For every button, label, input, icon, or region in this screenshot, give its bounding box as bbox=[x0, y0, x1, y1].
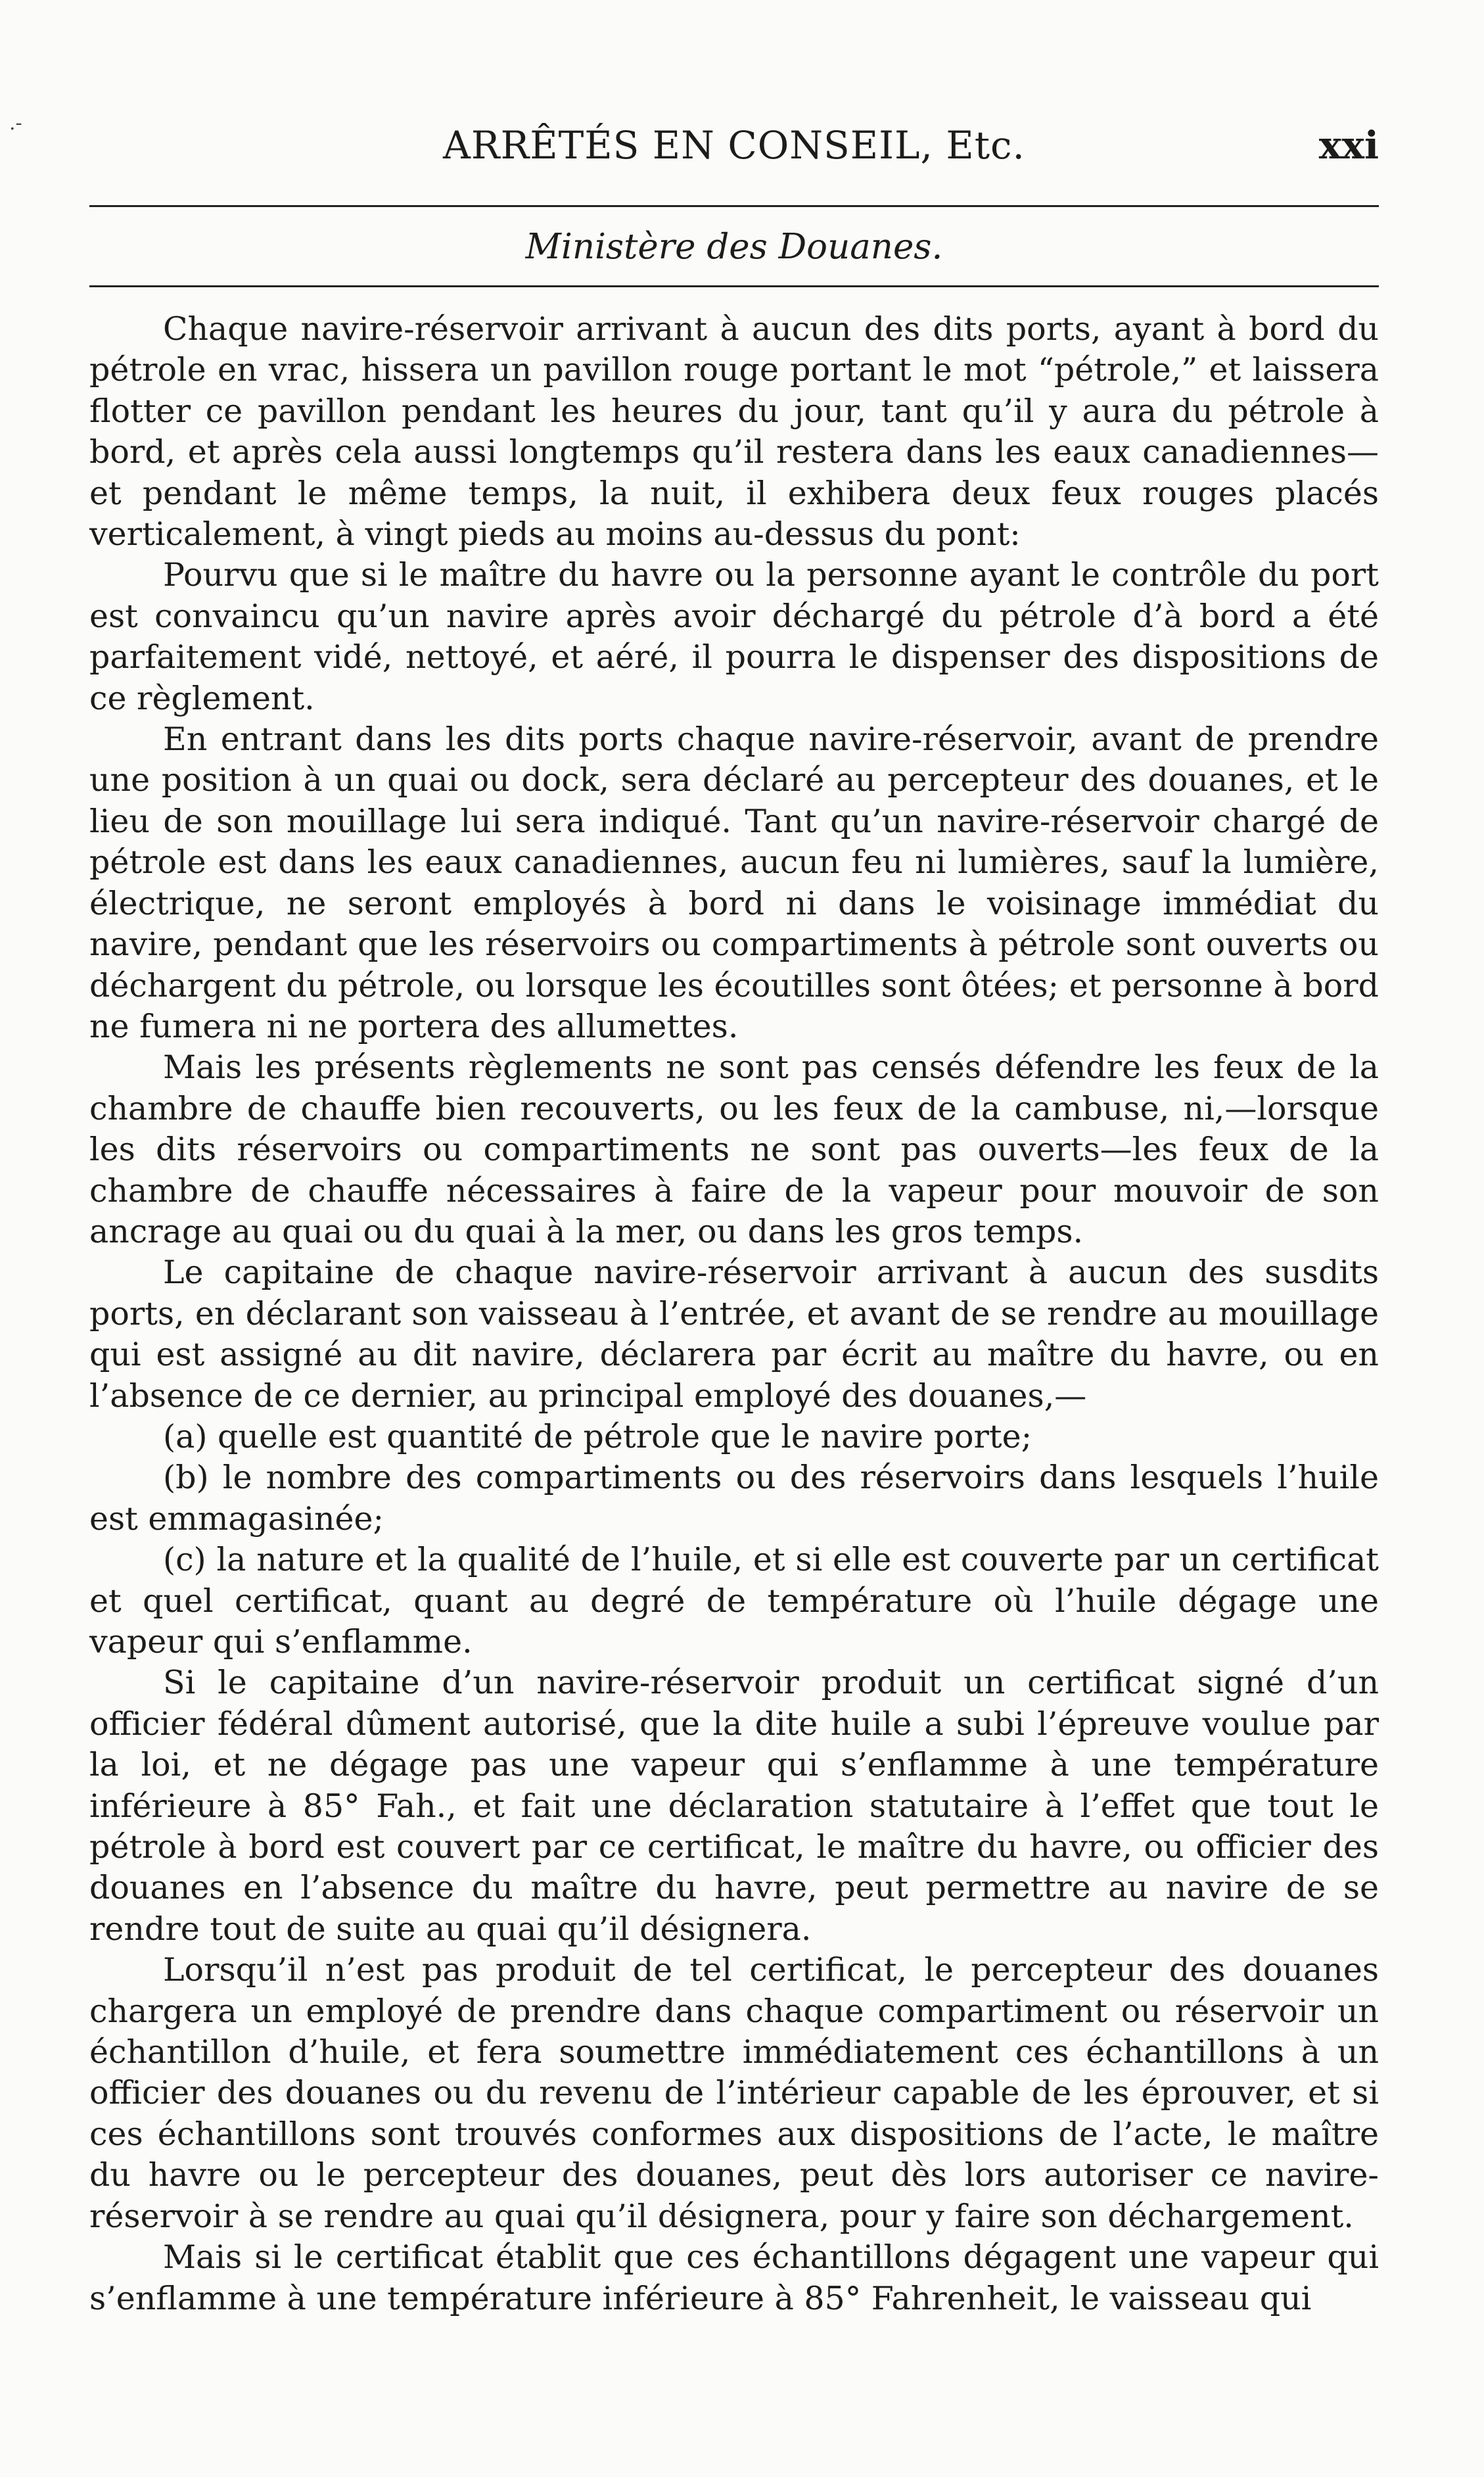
paragraph: Mais les présents règlements ne sont pas censés défendre les feux de la chambre de chauffe bien recouverts, ou les feux de la cambuse, ni,—lorsque les dits réservoirs ou compartiments ne sont pas ouverts—les feux de la chambre de chauffe nécessaires à faire de la vapeur pour mouvoir de son ancrage au quai ou du quai à la mer, ou dans les gros temps. bbox=[89, 1049, 1379, 1250]
body-text bbox=[89, 309, 1379, 2319]
list-item-c: (c) la nature et la qualité de l’huile, et si elle est couverte par un certificat et quel certificat, quant au degré de température où l’huile dégage une vapeur qui s’enflamme. bbox=[89, 1541, 1379, 1661]
paragraph: En entrant dans les dits ports chaque navire-réservoir, avant de prendre une position à un quai ou dock, sera déclaré au percepteur des douanes, et le lieu de son mouillage lui sera indiqué. Tant qu’un navire-réservoir chargé de pétrole est dans les eaux canadiennes, aucun feu ni lumières, sauf la lumière, électrique, ne seront employés à bord ni dans le voisinage immédiat du navire, pendant que les réservoirs ou compartiments à pétrole sont ouverts ou déchargent du pétrole, ou lorsque les écoutilles sont ôtées; et personne à bord ne fumera ni ne portera des allumettes. bbox=[89, 720, 1379, 1045]
header-rule-bottom bbox=[89, 285, 1379, 287]
page-header bbox=[89, 116, 1379, 175]
paragraph: Le capitaine de chaque navire-réservoir arrivant à aucun des susdits ports, en déclarant son vaisseau à l’entrée, et avant de se rendre au mouillage qui est assigné au dit navire, déclarera par écrit au maître du havre, ou en l’absence de ce dernier, au principal employé des douanes,— bbox=[89, 1254, 1379, 1415]
section-title: Ministère des Douanes. bbox=[525, 227, 943, 267]
margin-mark: .- bbox=[9, 112, 22, 135]
paragraph: Lorsqu’il n’est pas produit de tel certificat, le percepteur des douanes chargera un employé de prendre dans chaque compartiment ou réservoir un échantillon d’huile, et fera soumettre immédiatement ces échantillons à un officier des douanes ou du revenu de l’intérieur capable de les éprouver, et si ces échantillons sont trouvés conformes aux dispositions de l’acte, le maître du havre ou le percepteur des douanes, peut dès lors autoriser ce navire-réservoir à se rendre au quai qu’il désignera, pour y faire son déchargement. bbox=[89, 1951, 1379, 2235]
paragraph: Pourvu que si le maître du havre ou la personne ayant le contrôle du port est convaincu qu’un navire après avoir déchargé du pétrole d’à bord a été parfaitement vidé, nettoyé, et aéré, il pourra le dispenser des dispositions de ce règlement. bbox=[89, 556, 1379, 717]
page-number: xxi bbox=[1318, 123, 1379, 168]
list-item-b: (b) le nombre des compartiments ou des réservoirs dans lesquels l’huile est emmagasinée; bbox=[89, 1459, 1379, 1538]
list-item-a: (a) quelle est quantité de pétrole que le navire porte; bbox=[163, 1417, 1032, 1455]
paragraph: Chaque navire-réservoir arrivant à aucun des dits ports, ayant à bord du pétrole en vrac, hissera un pavillon rouge portant le mot “pétrole,” et laissera flotter ce pavillon pendant les heures du jour, tant qu’il y aura du pétrole à bord, et après cela aussi longtemps qu’il restera dans les eaux canadiennes—et pendant le même temps, la nuit, il exhibera deux feux rouges placés verticalement, à vingt pieds au moins au-dessus du pont: bbox=[89, 310, 1379, 554]
paragraph: Si le capitaine d’un navire-réservoir produit un certificat signé d’un officier fédéral dûment autorisé, que la dite huile a subi l’épreuve voulue par la loi, et ne dégage pas une vapeur qui s’enflamme à une température inférieure à 85° Fah., et fait une déclaration statutaire à l’effet que tout le pétrole à bord est couvert par ce certificat, le maître du havre, ou officier des douanes en l’absence du maître du havre, peut permettre au navire de se rendre tout de suite au quai qu’il désignera. bbox=[89, 1664, 1379, 1948]
paragraph: Mais si le certificat établit que ces échantillons dégagent une vapeur qui s’enflamme à une température inférieure à 85° Fahrenheit, le vaisseau qui bbox=[89, 2238, 1379, 2317]
running-title: ARRÊTÉS EN CONSEIL, Etc. bbox=[443, 123, 1025, 168]
header-rule-top bbox=[89, 205, 1379, 207]
